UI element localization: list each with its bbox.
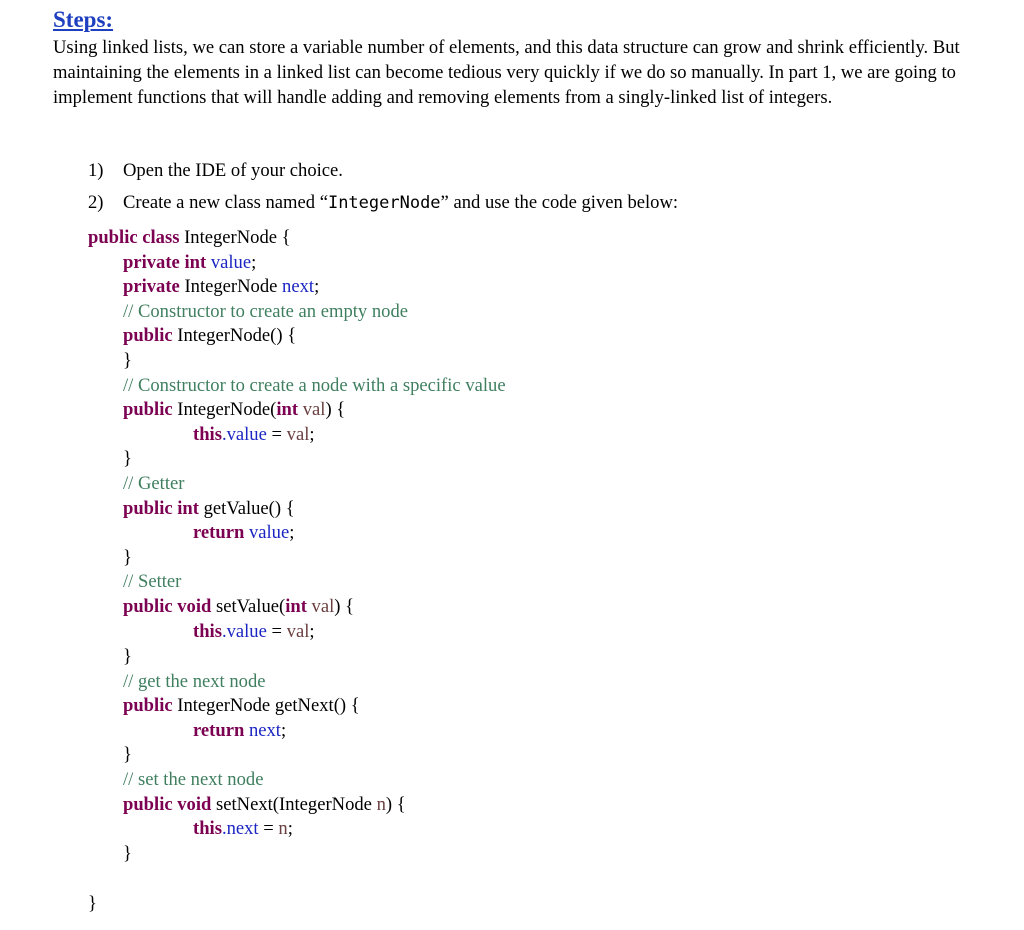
code-close-brace: } (123, 842, 132, 864)
code-text: ) { (334, 595, 355, 617)
keyword: private int (123, 251, 207, 273)
keyword: public int (123, 497, 199, 519)
code-text: = (266, 620, 287, 642)
code-text: ; (309, 620, 315, 642)
code-text: ; (287, 818, 293, 840)
field-name: next (244, 719, 281, 741)
code-comment: // Setter (123, 571, 182, 593)
code-comment: // Constructor to create a node with a specific value (123, 374, 506, 396)
keyword: private (123, 276, 180, 298)
field-name: value (210, 251, 252, 273)
code-close-brace: } (123, 744, 132, 766)
step-text-before: Create a new class named “ (123, 192, 328, 213)
code-text: ; (314, 276, 320, 298)
keyword: int (276, 399, 299, 421)
code-comment: // Constructor to create an empty node (123, 300, 409, 322)
code-line-assign-value (88, 423, 506, 448)
code-final-close-brace: } (88, 893, 97, 914)
code-text: ; (251, 251, 257, 273)
class-name-code: IntegerNode (327, 193, 441, 213)
keyword: public (123, 695, 173, 717)
code-text: ) { (325, 399, 346, 421)
code-line-field-value (88, 251, 506, 276)
parameter: val (298, 399, 326, 421)
page-heading: Steps: (53, 7, 114, 32)
code-line-ctor-value (88, 398, 506, 423)
code-close-brace: } (123, 448, 132, 470)
code-text: ; (309, 423, 315, 445)
keyword: return (193, 719, 245, 741)
step-number: 2) (88, 192, 104, 213)
code-text: IntegerNode( (172, 399, 277, 421)
code-text: ; (289, 522, 295, 544)
code-line-setter (88, 595, 506, 620)
code-text: IntegerNode (179, 276, 283, 298)
parameter: val (306, 595, 335, 617)
parameter: val (286, 620, 310, 642)
code-line-field-next (88, 275, 506, 300)
code-text: ) { (385, 793, 406, 815)
keyword: public void (123, 793, 212, 815)
code-text: = (266, 423, 287, 445)
keyword: int (285, 595, 307, 617)
code-line-return-next (88, 719, 506, 744)
code-line-return-value (88, 521, 506, 546)
code-text: setValue( (211, 595, 286, 617)
code-close-brace: } (123, 546, 132, 568)
code-line-assign-next (88, 817, 506, 842)
field-name: .value (221, 423, 267, 445)
keyword: public void (123, 595, 212, 617)
code-comment: // set the next node (123, 769, 264, 791)
step-text-after: ” and use the code given below: (440, 192, 679, 213)
parameter: n (278, 818, 288, 840)
keyword: this (193, 620, 222, 642)
code-line-setnext (88, 793, 506, 818)
field-name: .next (221, 818, 259, 840)
field-name: value (244, 522, 290, 544)
code-text: IntegerNode() { (172, 325, 297, 347)
code-close-brace: } (123, 646, 132, 668)
code-line-assign-value (88, 620, 506, 645)
step-text (123, 190, 678, 216)
code-text: ; (280, 719, 287, 741)
code-line-getnext (88, 694, 506, 719)
code-line-class-decl (88, 226, 506, 251)
code-comment: // Getter (123, 472, 185, 494)
step-number: 1) (88, 160, 104, 181)
keyword: this (193, 818, 222, 840)
code-close-brace: } (123, 349, 132, 371)
parameter: val (286, 423, 310, 445)
keyword: public (123, 399, 173, 421)
code-comment: // get the next node (123, 670, 266, 692)
keyword: public class (88, 227, 180, 248)
field-name: .value (221, 620, 267, 642)
intro-paragraph: Using linked lists, we can store a variable number of elements, and this data structure can grow and shrink efficiently. But maintaining the elements in a linked list can become tedious very quickly if we do so manually. In part 1, we are going to implement functions that will handle adding and removing elements from a singly-linked list of integers. (53, 37, 960, 108)
code-text: IntegerNode { (179, 227, 291, 248)
code-text: getValue() { (198, 497, 295, 519)
code-block (88, 226, 506, 866)
code-line-getter (88, 497, 506, 522)
code-text: IntegerNode getNext() { (172, 695, 360, 717)
field-name: next (282, 276, 315, 298)
parameter: n (376, 793, 386, 815)
code-text: = (258, 818, 279, 840)
keyword: this (193, 423, 222, 445)
keyword: return (193, 522, 245, 544)
step-text: Open the IDE of your choice. (123, 160, 343, 181)
code-text: setNext(IntegerNode (211, 793, 377, 815)
code-line-ctor-empty (88, 324, 506, 349)
keyword: public (123, 325, 173, 347)
